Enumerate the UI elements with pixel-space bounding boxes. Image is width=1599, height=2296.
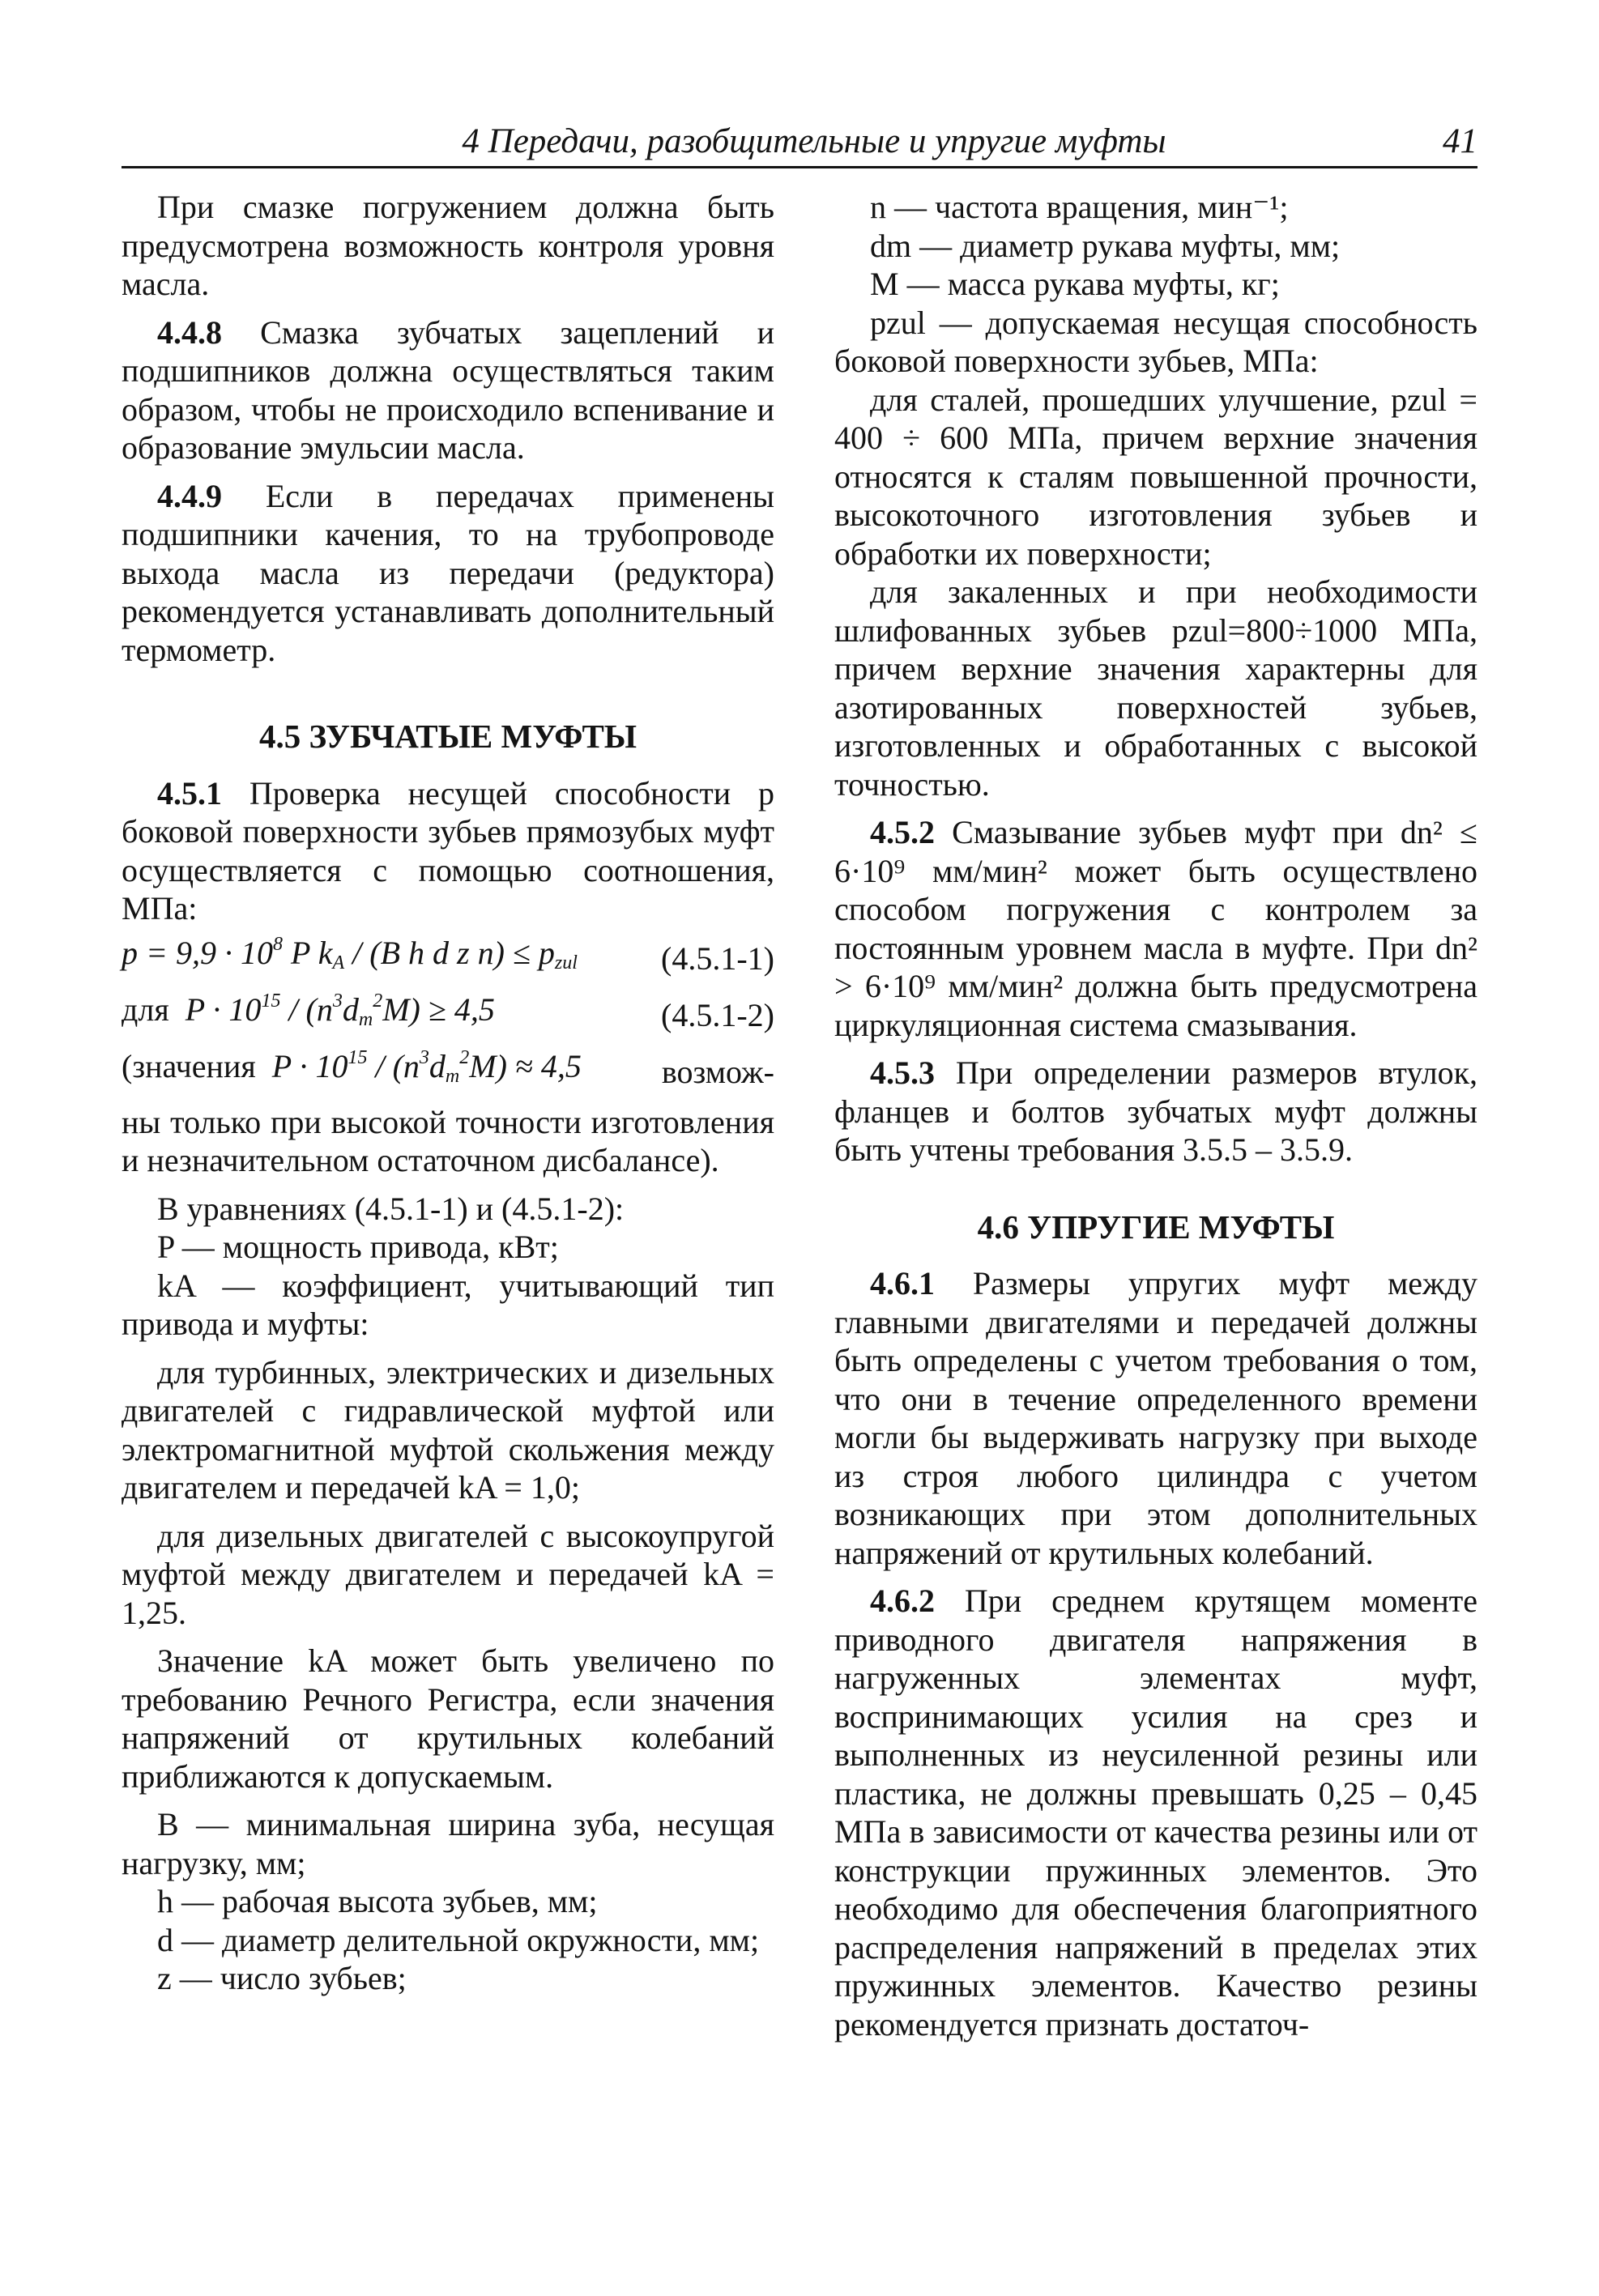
clause-text: Смазывание зубьев муфт при dn² ≤ 6·10⁹ мм/мин² может быть осуществлено способом погружения с контролем за постоянным уровнем масла в муфте. При dn² > 6·10⁹ мм/мин² должна быть предусмотрена циркуляционная система смазывания. xyxy=(834,814,1477,1043)
clause-number: 4.6.1 xyxy=(870,1265,935,1301)
right-column xyxy=(834,188,1477,2043)
equation-suffix: возмож- xyxy=(661,1053,774,1090)
paragraph-4-6-2 xyxy=(834,1582,1477,2043)
running-header-title: 4 Передачи, разобщительные и упругие муфты xyxy=(462,122,1166,160)
equation-number: (4.5.1-2) xyxy=(661,996,774,1033)
paragraph-equations-intro: В уравнениях (4.5.1-1) и (4.5.1-2): xyxy=(157,1190,625,1227)
clause-text: При среднем крутящем моменте приводного двигателя напряжения в нагруженных элементах муфт, воспринимающих усилия на срез и выполненных из неусиленной резины или пластика, не должны превышать 0,25 – 0,45 МПа в зависимости от качества резины или от конструкции пружинных элементов. Это необходимо для обеспечения благоприятного распределения напряжений в пределах этих пружинных элементов. Качество резины рекомендуется признать достаточ- xyxy=(834,1582,1478,2043)
equation-4-5-1-1 xyxy=(122,933,774,985)
equation-prefix: (значения xyxy=(122,1048,256,1085)
page-number: 41 xyxy=(1443,122,1477,160)
equation-number: (4.5.1-1) xyxy=(661,939,774,977)
definition-dm: dm — диаметр рукава муфты, мм; xyxy=(870,227,1341,264)
clause-text: Если в передачах применены подшипники качения, то на трубопроводе выхода масла из передачи (редуктора) рекомендуется устанавливать дополнительный термометр. xyxy=(122,477,774,668)
clause-number: 4.4.8 xyxy=(157,313,222,351)
equation-formula: для $P \cdot 10^{15} / (n^3d_m^2M) \ge 4,5$ xyxy=(122,990,495,1031)
section-heading-4-5: 4.5 ЗУБЧАТЫЕ МУФТЫ xyxy=(258,718,637,755)
paragraph-precision-note: ны только при высокой точности изготовления и незначительном остаточном дисбалансе). xyxy=(122,1103,774,1178)
definition-d: d — диаметр делительной окружности, мм; xyxy=(157,1921,760,1958)
definition-P: P — мощность привода, кВт; xyxy=(157,1229,559,1265)
clause-number: 4.5.2 xyxy=(870,814,935,850)
equation-values-note xyxy=(122,1046,774,1098)
definition-kA: kA — коэффициент, учитывающий тип привода и муфты: xyxy=(122,1267,774,1342)
clause-text: Размеры упругих муфт между главными двигателями и передачей должны быть определены с учетом требования о том, что они в течение определенного времени могли бы выдерживать нагрузку при выходе из строя любого цилиндра с учетом возникающих при этом дополнительных напряжений от крутильных колебаний. xyxy=(834,1265,1477,1571)
clause-number: 4.5.3 xyxy=(870,1054,935,1091)
kA-case-2: для дизельных двигателей с высокоупругой муфтой между двигателем и передачей kA = 1,25. xyxy=(122,1517,774,1631)
paragraph-4-4-9 xyxy=(122,477,774,670)
section-heading-4-6: 4.6 УПРУГИЕ МУФТЫ xyxy=(977,1208,1335,1246)
header-divider xyxy=(122,166,1477,168)
paragraph-4-4-8 xyxy=(122,313,774,467)
equation-formula: (значения $P \cdot 10^{15} / (n^3d_m^2M) \approx 4,5$ xyxy=(122,1047,582,1088)
paragraph-oil-level: При смазке погружением должна быть предусмотрена возможность контроля уровня масла. xyxy=(122,189,774,302)
definition-B: B — минимальная ширина зуба, несущая нагрузку, мм; xyxy=(122,1806,774,1881)
clause-text: При определении размеров втулок, фланцев и болтов зубчатых муфт должны быть учтены требования 3.5.5 – 3.5.9. xyxy=(834,1054,1477,1168)
clause-text: Смазка зубчатых зацеплений и подшипников должна осуществляться таким образом, чтобы не происходило вспенивание и образование эмульсии масла. xyxy=(122,313,774,466)
paragraph-4-5-2 xyxy=(834,813,1477,1044)
paragraph-4-5-3 xyxy=(834,1054,1477,1169)
clause-text: Проверка несущей способности p боковой поверхности зубьев прямозубых муфт осуществляется с помощью соотношения, МПа: xyxy=(122,774,774,926)
equation-4-5-1-2 xyxy=(122,990,774,1042)
left-column xyxy=(122,188,774,1998)
kA-case-1: для турбинных, электрических и дизельных двигателей с гидравлической муфтой или электромагнитной муфтой скольжения между двигателем и передачей kA = 1,0; xyxy=(122,1353,774,1506)
equation-prefix: для xyxy=(122,991,169,1029)
definition-n: n — частота вращения, мин⁻¹; xyxy=(870,189,1289,225)
equation-formula: $p = 9,9 \cdot 10^8$ P $k_A / (B$ h d z $n) \le p_{zul}$ xyxy=(122,934,578,974)
definition-pzul: pzul — допускаемая несущая способность боковой поверхности зубьев, МПа: xyxy=(834,304,1477,379)
definition-z: z — число зубьев; xyxy=(157,1960,407,1996)
paragraph-4-6-1 xyxy=(834,1264,1477,1572)
kA-note: Значение kA может быть увеличено по требованию Речного Регистра, если значения напряжений от крутильных колебаний приближаются к допускаемым. xyxy=(122,1642,774,1795)
pzul-case-1: для сталей, прошедших улучшение, pzul = 400 ÷ 600 МПа, причем верхние значения относятся к сталям повышенной прочности, высокоточного изготовления зубьев и обработки их поверхности; xyxy=(834,381,1477,572)
definition-h: h — рабочая высота зубьев, мм; xyxy=(157,1883,598,1919)
clause-number: 4.5.1 xyxy=(157,774,222,811)
paragraph-4-5-1 xyxy=(122,774,774,928)
pzul-case-2: для закаленных и при необходимости шлифованных зубьев pzul=800÷1000 МПа, причем верхние значения характерны для азотированных поверхностей зубьев, изготовленных и обработанных с высокой точностью. xyxy=(834,573,1477,803)
clause-number: 4.6.2 xyxy=(870,1582,935,1619)
clause-number: 4.4.9 xyxy=(157,477,222,514)
definition-M: M — масса рукава муфты, кг; xyxy=(870,266,1280,302)
